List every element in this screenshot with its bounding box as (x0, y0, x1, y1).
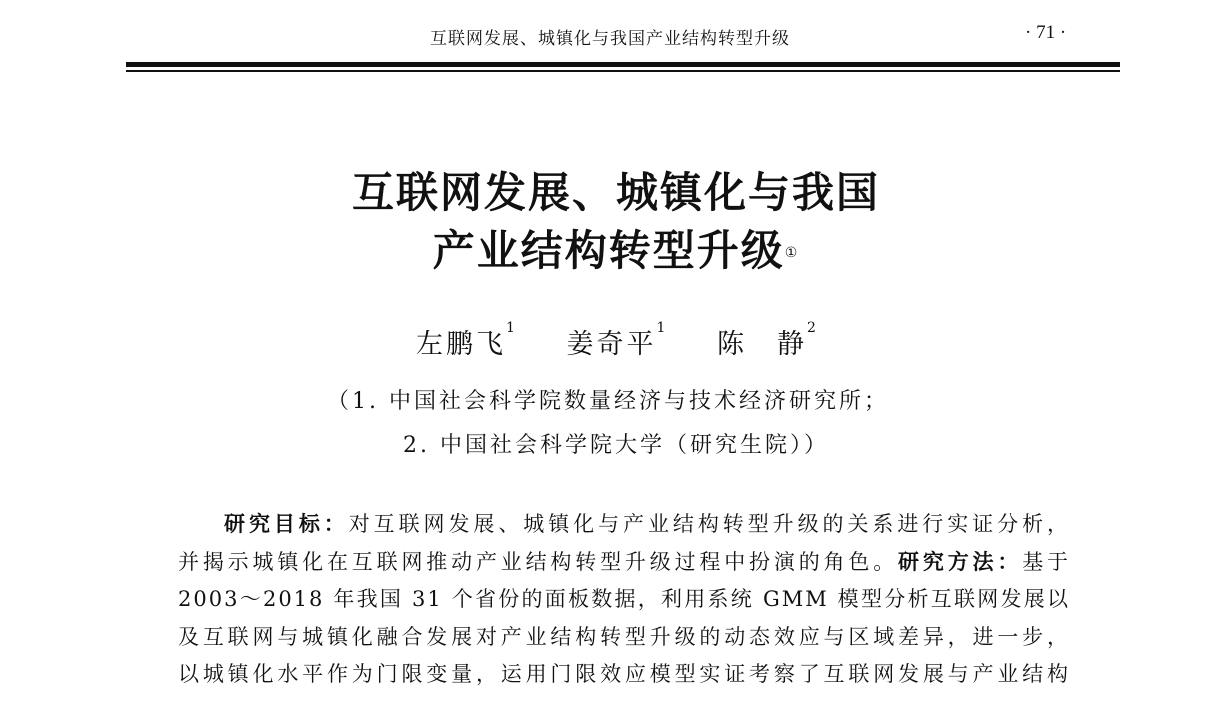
header-rule-thin (126, 70, 1120, 72)
author-name: 陈 静 (717, 329, 808, 360)
author-affiliation-mark: 1 (506, 320, 515, 336)
method-label: 研究方法： (898, 549, 1023, 574)
running-title: 互联网发展、城镇化与我国产业结构转型升级 (430, 29, 790, 49)
abstract-line-2 (178, 544, 1070, 582)
author (566, 320, 666, 360)
title-line-1: 互联网发展、城镇化与我国 (351, 168, 880, 217)
affiliation-line-1: （1. 中国社会科学院数量经济与技术经济研究所； (327, 389, 889, 414)
header-rule-thick (126, 62, 1120, 67)
abstract-line-5: 以城镇化水平作为门限变量，运用门限效应模型实证考察了互联网发展与产业结构 (178, 662, 1070, 686)
abstract-line-3: 2003～2018 年我国 31 个省份的面板数据，利用系统 GMM 模型分析互联网发展以 (178, 587, 1070, 611)
author (717, 320, 816, 360)
objective-text-cont: 并揭示城镇化在互联网推动产业结构转型升级过程中扮演的角色。 (178, 549, 899, 574)
page-number: · 71 · (1025, 22, 1067, 43)
author-affiliation-mark: 2 (807, 320, 816, 336)
author (416, 320, 515, 360)
abstract-line-1 (178, 506, 1070, 544)
article-title (0, 164, 1232, 280)
affiliation-line-2: 2. 中国社会科学院大学（研究生院）） (403, 433, 829, 458)
author-name: 左鹏飞 (416, 329, 507, 360)
title-footnote-mark: ① (784, 245, 800, 261)
author-name: 姜奇平 (566, 329, 657, 360)
author-affiliation-mark: 1 (656, 320, 666, 336)
abstract (178, 506, 1070, 694)
author-list (0, 322, 1232, 361)
objective-label: 研究目标： (224, 512, 349, 536)
objective-text: 对互联网发展、城镇化与产业结构转型升级的关系进行实证分析， (348, 512, 1071, 536)
title-line-2-text: 产业结构转型升级 (432, 226, 785, 275)
title-line-2 (0, 222, 1232, 280)
method-text: 基于 (1022, 549, 1071, 574)
abstract-line-4: 及互联网与城镇化融合发展对产业结构转型升级的动态效应与区域差异，进一步， (178, 624, 1070, 649)
